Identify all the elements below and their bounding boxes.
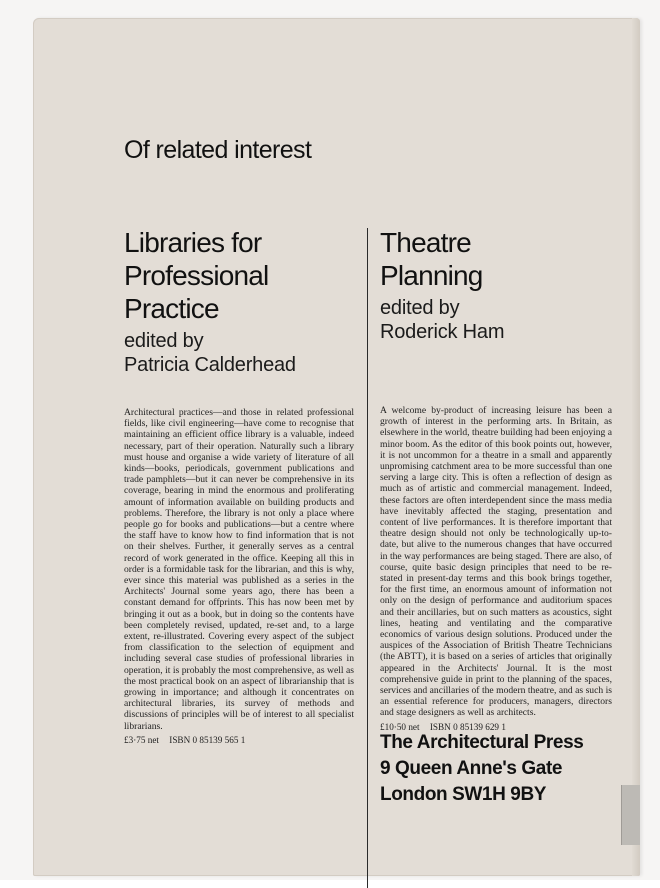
publisher-street: 9 Queen Anne's Gate — [380, 758, 563, 779]
left-editor-name: Patricia Calderhead — [124, 354, 296, 376]
publisher-name: The Architectural Press — [380, 732, 584, 753]
right-edited-by: edited by — [380, 297, 460, 319]
right-title-line: Theatre — [380, 227, 471, 258]
right-book-column — [380, 226, 612, 732]
right-price: £10·50 net — [380, 721, 420, 732]
left-price-line — [124, 735, 354, 745]
cover-heading: Of related interest — [124, 136, 312, 164]
book-back-cover — [33, 18, 640, 876]
cover-edge — [632, 18, 640, 876]
left-book-title — [124, 226, 354, 325]
left-book-column — [124, 226, 354, 745]
publisher-city: London SW1H 9BY — [380, 784, 547, 805]
column-divider — [367, 228, 368, 888]
left-edited-by: edited by — [124, 330, 204, 352]
left-price: £3·75 net — [124, 734, 159, 745]
right-book-blurb: A welcome by-product of increasing leisure has been a growth of interest in the performing arts. In Britain, as elsewhere in the world, theatre building had been enjoying a minor boom. As the editor of this book points out, however, it is not uncommon for a theatre in a small and apparently unpromising catchment area to be more successful than one serving a large city. This is often a reflection of design as much as of artistic and commercial management. Indeed, these factors are often interdependent since the mass media have inevitably affected the staging, presentation and content of live performances. It is therefore important that theatre design should not only be technologically up-to-date, but alive to the numerous changes that have occurred in the way performances are being staged. There are also, of course, quite basic design principles that need to be re-stated in present-day terms and this book brings together, for the first time, an enormous amount of information not only on the design of performance and auditorium spaces and their ancillaries, but on such matters as acoustics, sight lines, heating and ventilating and the comparative economics of various design solutions. Produced under the auspices of the Association of British Theatre Technicians (the ABTT), it is based on a series of articles that originally appeared in the Architects' Journal. It is the most comprehensive guide in print to the planning of the spaces, services and ancillaries of the modern theatre, and as such is an essential reference for producers, managers, directors and stage designers as well as architects. — [380, 405, 612, 719]
left-isbn: ISBN 0 85139 565 1 — [169, 734, 246, 745]
right-editor-name: Roderick Ham — [380, 321, 505, 343]
right-isbn: ISBN 0 85139 629 1 — [429, 721, 506, 732]
left-title-line: Practice — [124, 293, 219, 324]
left-title-line: Professional — [124, 260, 269, 291]
right-book-title — [380, 226, 612, 292]
right-title-line: Planning — [380, 260, 483, 291]
left-title-line: Libraries for — [124, 227, 262, 258]
left-book-blurb: Architectural practices—and those in related professional fields, like civil engineering—have come to recognise that maintaining an efficient office library is a valuable, indeed necessary, part of their operation. Naturally such a library must house and organise a wide variety of literature of all kinds—books, periodicals, government publications and trade pamphlets—but it can never be comprehensive in its coverage, bearing in mind the enormous and proliferating amount of information available on building products and problems. Therefore, the library is not only a place where people go for books and publications—but a centre where the staff have to know how to find information that is not on their shelves. Further, it generally serves as a central record of work generated in the office. Keeping all this in order is a formidable task for the librarian, and this is why, ever since this material was published as a series in the Architects' Journal some years ago, there has been a constant demand for offprints. This has now been met by bringing it out as a book, but in doing so the contents have been completely revised, updated, re-set and, to a large extent, re-illustrated. Covering every aspect of the subject from classification to the selection of equipment and including several case studies of professional libraries in operation, it is probably the most comprehensive, as well as the most practical book on an aspect of librarianship that is growing in importance; and although it concentrates on architectural libraries, its survey of methods and discussions of principles will be of interest to all specialist librarians. — [124, 407, 354, 732]
publisher-block — [380, 730, 630, 808]
